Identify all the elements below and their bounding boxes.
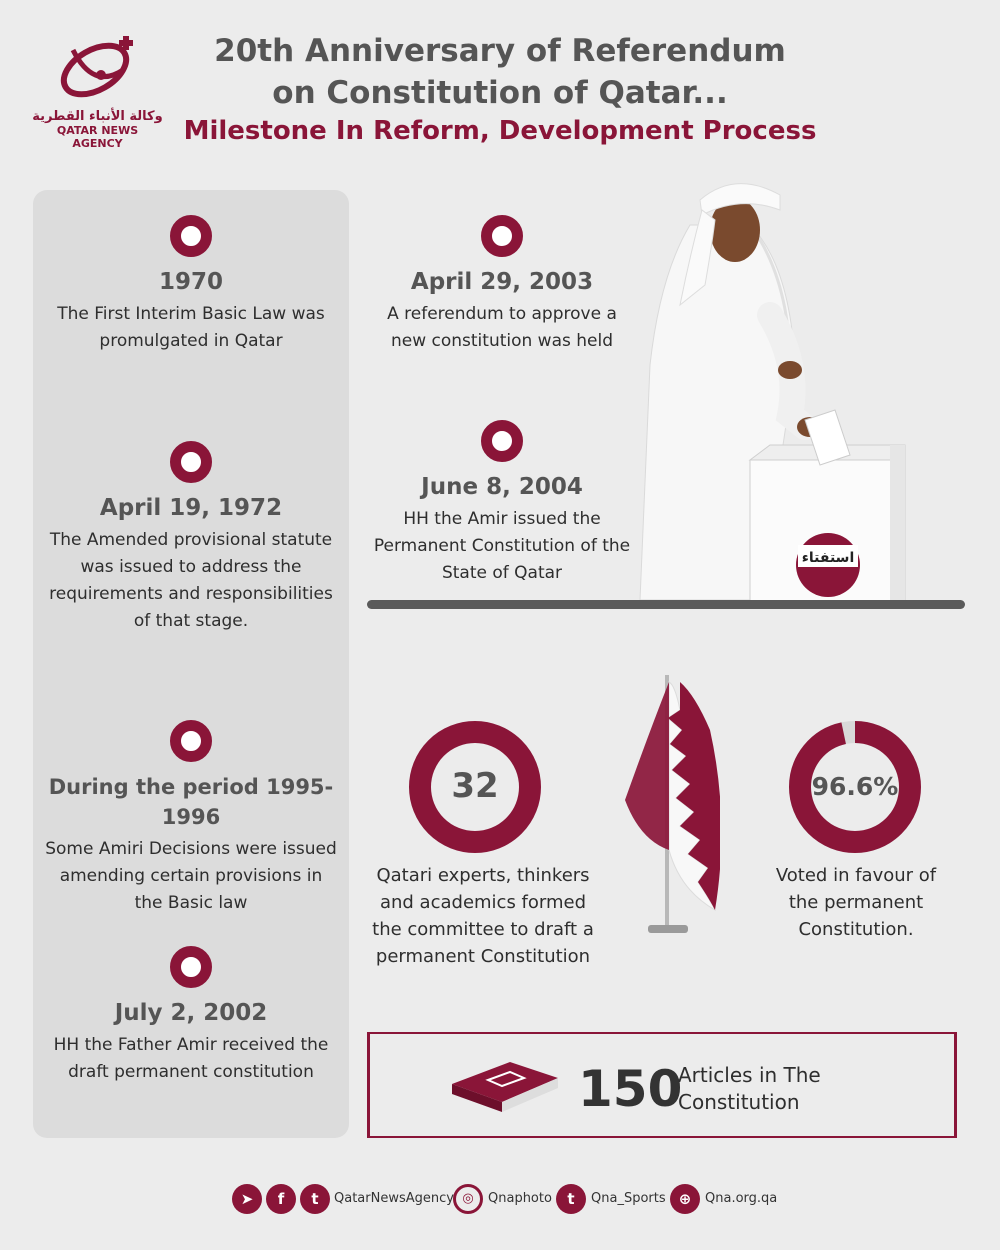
qatar-flag-icon <box>620 670 720 940</box>
telegram-icon[interactable]: ➤ <box>232 1184 262 1214</box>
timeline-marker-icon <box>170 720 212 762</box>
timeline-marker-icon <box>170 215 212 257</box>
voter-photo <box>620 165 920 605</box>
title-subtitle: Milestone In Reform, Development Process <box>183 116 817 146</box>
articles-count: 150 <box>578 1060 683 1118</box>
event-text: A referendum to approve a new constitution was held <box>387 304 617 351</box>
social-handle-instagram[interactable]: Qnaphoto <box>488 1191 552 1206</box>
title-line-2: on Constitution of Qatar... <box>272 75 728 111</box>
website-link[interactable]: Qna.org.qa <box>705 1191 778 1206</box>
timeline-event-2002 <box>45 946 337 1086</box>
qna-logo-mark <box>53 30 143 105</box>
page-title <box>180 30 820 146</box>
timeline-marker-icon <box>170 946 212 988</box>
articles-box <box>367 1032 957 1138</box>
facebook-icon[interactable]: f <box>266 1184 296 1214</box>
event-date: July 2, 2002 <box>114 1000 268 1026</box>
event-date: During the period 1995-1996 <box>48 775 334 829</box>
votes-text: Voted in favour of the permanent Constitution. <box>775 865 937 940</box>
timeline-marker-icon <box>481 215 523 257</box>
social-handle-sports[interactable]: Qna_Sports <box>591 1191 666 1206</box>
timeline-event-2003 <box>372 215 632 355</box>
twitter-icon[interactable]: t <box>556 1184 586 1214</box>
event-date: 1970 <box>158 269 223 295</box>
timeline-event-1972 <box>45 441 337 635</box>
event-text: HH the Father Amir received the draft permanent constitution <box>53 1035 329 1082</box>
event-date: April 29, 2003 <box>410 269 594 295</box>
book-icon <box>450 1056 560 1116</box>
experts-text: Qatari experts, thinkers and academics formed the committee to draft a permanent Constitution <box>372 865 594 967</box>
logo-english-name: QATAR NEWS AGENCY <box>56 124 139 150</box>
event-date: April 19, 1972 <box>99 495 283 521</box>
event-date: June 8, 2004 <box>421 474 583 500</box>
timeline-marker-icon <box>170 441 212 483</box>
event-text: HH the Amir issued the Permanent Constitution of the State of Qatar <box>373 509 631 583</box>
timeline-marker-icon <box>481 420 523 462</box>
votes-donut <box>788 720 922 854</box>
twitter-icon[interactable]: t <box>300 1184 330 1214</box>
logo-arabic-name: وكالة الأنباء القطرية <box>32 109 163 124</box>
timeline-event-1970 <box>45 215 337 355</box>
timeline-event-2004 <box>372 420 632 587</box>
globe-icon[interactable]: ⊕ <box>670 1184 700 1214</box>
social-footer <box>0 1182 1000 1218</box>
votes-percent: 96.6% <box>811 772 899 801</box>
event-text: Some Amiri Decisions were issued amending certain provisions in the Basic law <box>45 839 337 913</box>
timeline-baseline <box>367 600 965 609</box>
experts-donut <box>408 720 542 854</box>
event-text: The Amended provisional statute was issued to address the requirements and responsibilities of that stage. <box>49 530 333 631</box>
title-line-1: 20th Anniversary of Referendum <box>214 33 786 69</box>
ballot-box-label: استفتاء <box>801 550 855 566</box>
social-handle-main[interactable]: QatarNewsAgency <box>334 1191 454 1206</box>
timeline-event-1995-1996 <box>45 720 337 917</box>
qna-logo <box>30 30 165 150</box>
experts-count: 32 <box>451 766 499 806</box>
event-text: The First Interim Basic Law was promulgated in Qatar <box>57 304 325 351</box>
instagram-icon[interactable]: ◎ <box>453 1184 483 1214</box>
articles-text: Articles in The Constitution <box>678 1063 821 1114</box>
